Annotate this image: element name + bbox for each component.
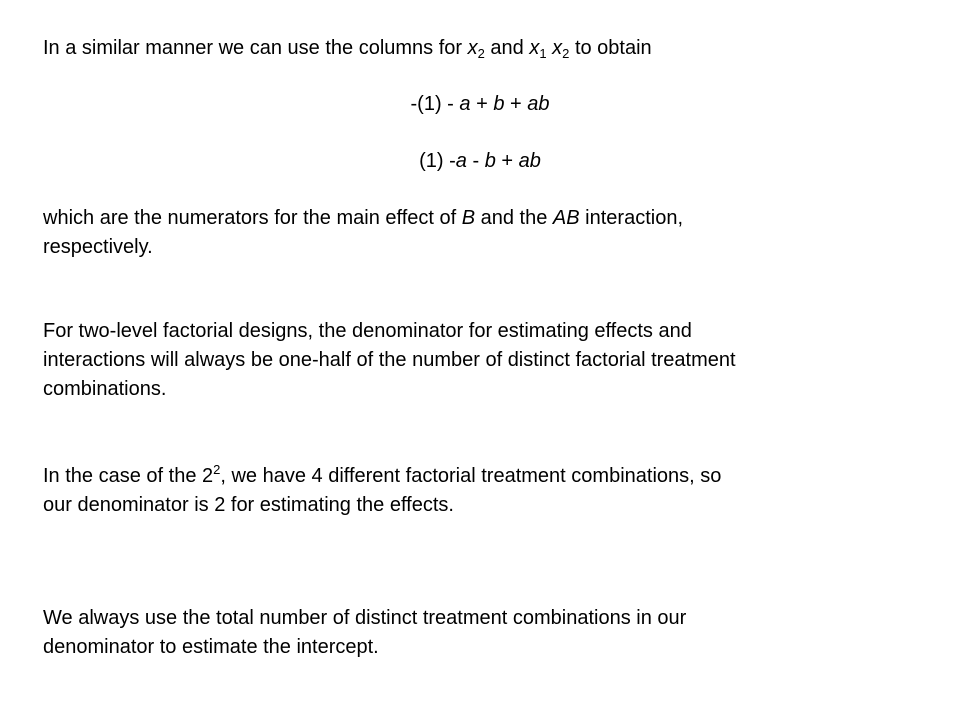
expr1-b: b — [493, 93, 505, 115]
denominator-paragraph — [43, 317, 903, 404]
expression-b — [0, 90, 960, 119]
numerators-prefix: which are the numerators for the main effect of — [43, 207, 462, 229]
expr2-ab: ab — [518, 150, 541, 172]
intercept-line1: We always use the total number of distinct treatment combinations in our — [43, 607, 687, 629]
intro-suffix: to obtain — [569, 37, 652, 59]
expression-ab — [0, 147, 960, 176]
intercept-line2: denominator to estimate the intercept. — [43, 636, 379, 658]
factor-b: B — [461, 207, 476, 229]
intro-line — [43, 34, 903, 63]
expr2-prefix: (1) - — [419, 150, 456, 172]
expr2-b: b — [484, 150, 496, 172]
denominator-line1: For two-level factorial designs, the denominator for estimating effects and — [43, 320, 692, 342]
intro-text: In a similar manner we can use the columns for — [43, 37, 468, 59]
case-paragraph — [43, 462, 903, 520]
intro-and: and — [484, 37, 530, 59]
numerators-suffix: interaction, — [579, 207, 683, 229]
var-x2b: x — [552, 37, 563, 59]
subscript-2: 2 — [477, 46, 485, 61]
expr1-prefix: -(1) - — [410, 93, 460, 115]
expr1-a: a — [459, 93, 471, 115]
subscript-2b: 2 — [562, 46, 570, 61]
expr2-a: a — [455, 150, 467, 172]
expr2-minus: - — [466, 150, 485, 172]
factor-ab: AB — [552, 207, 580, 229]
numerators-middle: and the — [475, 207, 553, 229]
numerators-paragraph — [43, 204, 903, 262]
expr2-plus: + — [495, 150, 519, 172]
subscript-1: 1 — [539, 46, 547, 61]
denominator-line3: combinations. — [43, 378, 167, 400]
expr1-plus1: + — [470, 93, 494, 115]
denominator-line2: interactions will always be one-half of the number of distinct factorial treatment — [43, 349, 736, 371]
var-x2: x — [467, 37, 478, 59]
intercept-paragraph — [43, 604, 903, 662]
expr1-ab: ab — [527, 93, 550, 115]
expr1-plus2: + — [504, 93, 528, 115]
var-x1: x — [529, 37, 540, 59]
case-line2: our denominator is 2 for estimating the effects. — [43, 494, 454, 516]
superscript-2: 2 — [213, 462, 221, 477]
case-prefix: In the case of the 2 — [43, 465, 214, 487]
numerators-line2: respectively. — [43, 236, 153, 258]
case-suffix: , we have 4 different factorial treatment combinations, so — [220, 465, 722, 487]
